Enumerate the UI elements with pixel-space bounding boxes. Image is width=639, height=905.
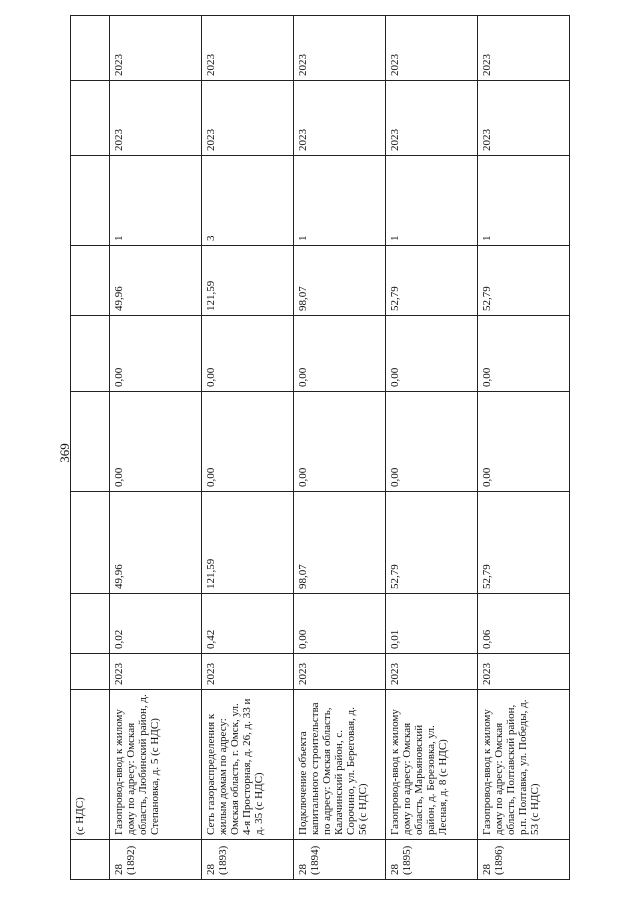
- row-code: (1892): [125, 845, 138, 875]
- value-cell: 0,01: [386, 594, 478, 654]
- year-cell: 2023: [202, 654, 294, 690]
- start-year-cell: 2023: [477, 81, 569, 156]
- row-code: (1893): [217, 845, 230, 875]
- value-cell: 0,00: [110, 392, 202, 492]
- header-cell: [71, 156, 110, 246]
- row-number-cell: [110, 840, 202, 880]
- value-cell: 0,00: [477, 392, 569, 492]
- value-cell: 0,00: [202, 392, 294, 492]
- count-cell: 1: [477, 156, 569, 246]
- count-cell: 3: [202, 156, 294, 246]
- header-cell: [71, 492, 110, 594]
- header-cell: [71, 392, 110, 492]
- header-cell: [71, 654, 110, 690]
- header-cell-number: [71, 840, 110, 880]
- object-name-cell: Газопровод-ввод к жилому дому по адресу: Омская область, Любинский район, д. Степановка, д. 5 (с НДС): [110, 690, 202, 840]
- value-cell: 0,00: [386, 392, 478, 492]
- row-number: 28: [297, 864, 310, 875]
- row-number-cell: [477, 840, 569, 880]
- end-year-cell: 2023: [386, 16, 478, 81]
- count-cell: 1: [386, 156, 478, 246]
- value-cell: 49,96: [110, 246, 202, 316]
- investment-table: [70, 15, 570, 880]
- table-row: [294, 16, 386, 880]
- value-cell: 98,07: [294, 492, 386, 594]
- value-cell: 0,00: [386, 316, 478, 392]
- object-name-cell: Подключение объекта капитального строительства по адресу: Омская область, Калачинский район, с. Сорочино, ул. Береговая, д. 56 (с НДС): [294, 690, 386, 840]
- value-cell: 0,00: [110, 316, 202, 392]
- value-cell: 52,79: [386, 492, 478, 594]
- header-cell-name: (с НДС): [71, 690, 110, 840]
- value-cell: 0,00: [294, 316, 386, 392]
- value-cell: 0,00: [294, 594, 386, 654]
- row-number-cell: [202, 840, 294, 880]
- year-cell: 2023: [294, 654, 386, 690]
- object-name-cell: Сеть газораспределения к жилым домам по адресу: Омская область, г. Омск, ул. 4-я Просторная, д. 26, д. 33 и д. 35 (с НДС): [202, 690, 294, 840]
- value-cell: 52,79: [477, 492, 569, 594]
- row-number: 28: [113, 864, 126, 875]
- page-number-text: 369: [57, 442, 72, 463]
- header-cell: [71, 594, 110, 654]
- object-name-cell: Газопровод-ввод к жилому дому по адресу: Омская область, Марьяновский район, д. Березовка, ул. Лесная, д. 8 (с НДС): [386, 690, 478, 840]
- header-cell: [71, 316, 110, 392]
- row-number-cell: [386, 840, 478, 880]
- count-cell: 1: [110, 156, 202, 246]
- row-number-cell: [294, 840, 386, 880]
- start-year-cell: 2023: [294, 81, 386, 156]
- row-number: 28: [480, 864, 493, 875]
- value-cell: 121,59: [202, 492, 294, 594]
- value-cell: 0,00: [477, 316, 569, 392]
- value-cell: 121,59: [202, 246, 294, 316]
- end-year-cell: 2023: [202, 16, 294, 81]
- table-row: [477, 16, 569, 880]
- start-year-cell: 2023: [202, 81, 294, 156]
- table-header-row: [71, 16, 110, 880]
- table-row: [110, 16, 202, 880]
- year-cell: 2023: [110, 654, 202, 690]
- count-cell: 1: [294, 156, 386, 246]
- object-name-cell: Газопровод-ввод к жилому дому по адресу: Омская область, Полтавский район, р.п. Полтавка, ул. Победы, д. 53 (с НДС): [477, 690, 569, 840]
- row-number: 28: [389, 864, 402, 875]
- value-cell: 98,07: [294, 246, 386, 316]
- row-number: 28: [205, 864, 218, 875]
- row-code: (1894): [309, 845, 322, 875]
- table-row: [202, 16, 294, 880]
- end-year-cell: 2023: [294, 16, 386, 81]
- year-cell: 2023: [386, 654, 478, 690]
- value-cell: 52,79: [386, 246, 478, 316]
- value-cell: 0,00: [294, 392, 386, 492]
- value-cell: 52,79: [477, 246, 569, 316]
- value-cell: 0,06: [477, 594, 569, 654]
- value-cell: 0,02: [110, 594, 202, 654]
- header-cell: [71, 246, 110, 316]
- year-cell: 2023: [477, 654, 569, 690]
- row-code: (1896): [492, 845, 505, 875]
- value-cell: 0,42: [202, 594, 294, 654]
- start-year-cell: 2023: [386, 81, 478, 156]
- value-cell: 0,00: [202, 316, 294, 392]
- header-cell: [71, 81, 110, 156]
- end-year-cell: 2023: [477, 16, 569, 81]
- start-year-cell: 2023: [110, 81, 202, 156]
- value-cell: 49,96: [110, 492, 202, 594]
- row-code: (1895): [401, 845, 414, 875]
- table-row: [386, 16, 478, 880]
- end-year-cell: 2023: [110, 16, 202, 81]
- header-cell: [71, 16, 110, 81]
- rotated-table: [70, 16, 570, 880]
